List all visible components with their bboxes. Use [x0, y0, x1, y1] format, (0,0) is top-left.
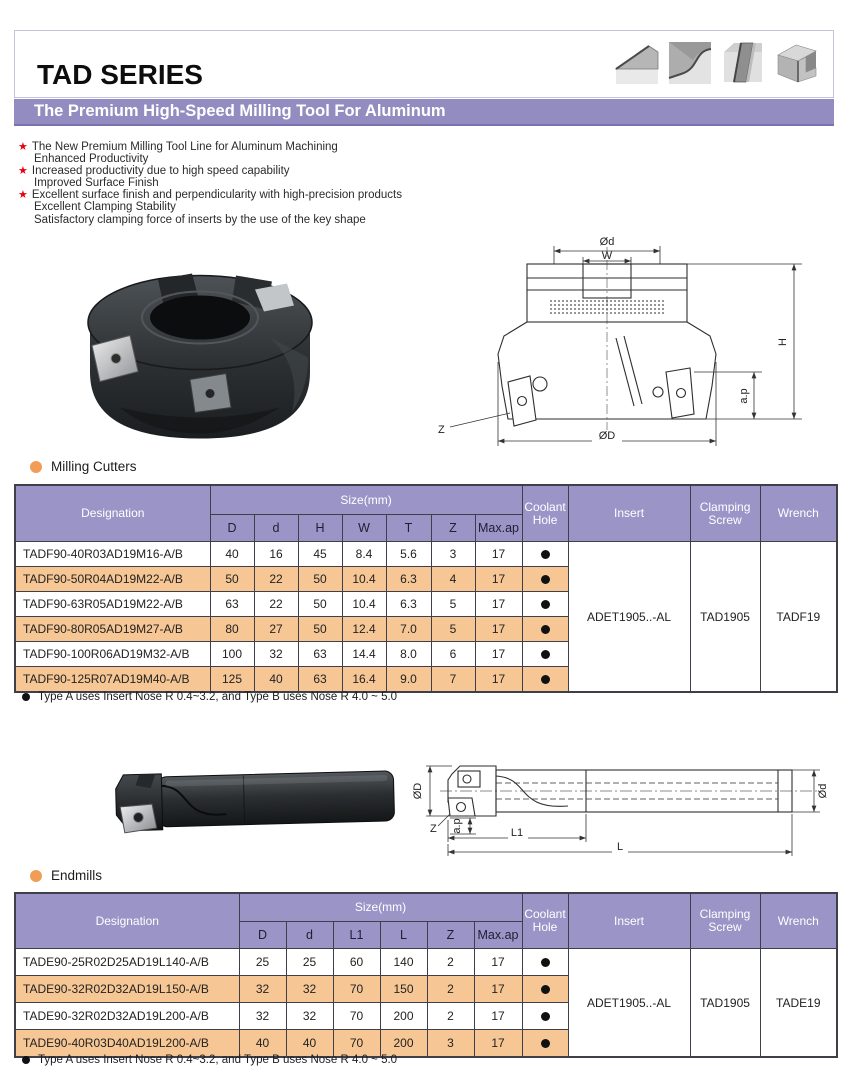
size-value-cell: 40: [254, 667, 298, 693]
coolant-hole-dot: [541, 1012, 550, 1021]
coolant-hole-dot: [541, 575, 550, 584]
size-value-cell: 17: [475, 567, 522, 592]
col-Z: Z: [427, 922, 474, 949]
size-value-cell: 125: [210, 667, 254, 693]
size-value-cell: 60: [333, 949, 380, 976]
coolant-hole-dot: [541, 985, 550, 994]
size-value-cell: 17: [475, 542, 522, 567]
wrench-cell: TADF19: [760, 542, 837, 693]
clamping-screw-cell: TAD1905: [690, 542, 760, 693]
feature-text: Excellent surface finish and perpendicularity with high-precision products: [31, 189, 402, 202]
size-value-cell: 2: [427, 949, 474, 976]
section-title: Endmills: [51, 868, 103, 883]
coolant-hole-dot: [541, 958, 550, 967]
col-designation: Designation: [15, 893, 239, 949]
designation-cell: TADE90-32R02D32AD19L150-A/B: [15, 976, 239, 1003]
size-value-cell: 4: [431, 567, 475, 592]
milling-cutter-diagram: [420, 234, 836, 452]
size-value-cell: 32: [286, 1003, 333, 1030]
feature-text: Excellent Clamping Stability: [34, 201, 176, 214]
feature-text: The New Premium Milling Tool Line for Aluminum Machining: [31, 141, 338, 153]
dim-label-z: Z: [430, 823, 437, 835]
size-value-cell: 5: [431, 617, 475, 642]
designation-cell: TADF90-63R05AD19M22-A/B: [15, 592, 210, 617]
milling-cutters-table: [14, 484, 838, 693]
milling-cutter-photo: [40, 236, 360, 454]
feature-line: [18, 189, 402, 201]
coolant-hole-cell: [522, 1030, 568, 1058]
coolant-hole-dot: [541, 550, 550, 559]
size-value-cell: 8.4: [342, 542, 386, 567]
coolant-hole-dot: [541, 650, 550, 659]
col-H: H: [298, 515, 342, 542]
size-value-cell: 5: [431, 592, 475, 617]
size-value-cell: 10.4: [342, 567, 386, 592]
col-L1: L1: [333, 922, 380, 949]
series-title: TAD SERIES: [37, 59, 203, 90]
endmill-diagram: [400, 740, 840, 860]
dim-label-od-small: Ød: [817, 783, 829, 799]
coolant-hole-cell: [522, 617, 568, 642]
col-coolant-hole: Coolant Hole: [522, 893, 568, 949]
col-W: W: [342, 515, 386, 542]
col-d: d: [254, 515, 298, 542]
chamfering-profile-icon: [614, 40, 660, 86]
size-value-cell: 100: [210, 642, 254, 667]
size-value-cell: 6.3: [386, 567, 431, 592]
note-bullet-icon: [22, 1056, 30, 1064]
size-value-cell: 16.4: [342, 667, 386, 693]
feature-text: Improved Surface Finish: [34, 177, 159, 190]
size-value-cell: 22: [254, 592, 298, 617]
size-value-cell: 3: [431, 542, 475, 567]
size-value-cell: 32: [254, 642, 298, 667]
coolant-hole-cell: [522, 976, 568, 1003]
col-max-ap: Max.ap: [475, 515, 522, 542]
feature-line: [18, 201, 402, 213]
col-clamping-screw: Clamping Screw: [690, 485, 760, 542]
col-designation: Designation: [15, 485, 210, 542]
size-value-cell: 70: [333, 1003, 380, 1030]
dim-label-ap: a.p: [738, 388, 750, 404]
size-value-cell: 3: [427, 1030, 474, 1058]
col-insert: Insert: [568, 485, 690, 542]
dim-label-l1: L1: [510, 827, 524, 839]
designation-cell: TADE90-40R03D40AD19L200-A/B: [15, 1030, 239, 1058]
size-value-cell: 12.4: [342, 617, 386, 642]
size-value-cell: 63: [298, 642, 342, 667]
note-text: Type A uses Insert Nose R 0.4~3.2, and Type B uses Nose R 4.0 ~ 5.0: [38, 691, 398, 703]
col-d: d: [286, 922, 333, 949]
section-milling-cutters: [30, 459, 137, 474]
size-value-cell: 6: [431, 642, 475, 667]
dim-label-ap: a.p: [451, 818, 463, 834]
star-bullet-icon: ★: [18, 141, 28, 153]
section-bullet-icon: [30, 870, 42, 882]
subtitle-banner: [14, 99, 834, 126]
subtitle-text: The Premium High-Speed Milling Tool For Aluminum: [34, 102, 446, 120]
machining-profile-icons: [614, 40, 819, 86]
designation-cell: TADF90-100R06AD19M32-A/B: [15, 642, 210, 667]
size-value-cell: 32: [286, 976, 333, 1003]
designation-cell: TADE90-25R02D25AD19L140-A/B: [15, 949, 239, 976]
wrench-cell: TADE19: [760, 949, 837, 1058]
dim-label-w: W: [601, 250, 613, 262]
designation-cell: TADF90-50R04AD19M22-A/B: [15, 567, 210, 592]
size-value-cell: 17: [475, 642, 522, 667]
designation-cell: TADE90-32R02D32AD19L200-A/B: [15, 1003, 239, 1030]
col-wrench: Wrench: [760, 893, 837, 949]
size-value-cell: 5.6: [386, 542, 431, 567]
size-value-cell: 9.0: [386, 667, 431, 693]
header: [14, 30, 834, 98]
feature-line: [18, 141, 402, 153]
size-value-cell: 17: [474, 949, 522, 976]
col-coolant-hole: Coolant Hole: [522, 485, 568, 542]
size-value-cell: 40: [210, 542, 254, 567]
size-value-cell: 7: [431, 667, 475, 693]
milling-cutters-tbody: [15, 542, 837, 693]
col-size-group: Size(mm): [210, 485, 522, 515]
dim-label-l: L: [616, 841, 624, 853]
star-bullet-icon: ★: [18, 189, 28, 202]
table-row: [15, 542, 837, 567]
size-value-cell: 70: [333, 1030, 380, 1058]
col-wrench: Wrench: [760, 485, 837, 542]
dim-label-od-big: ØD: [412, 782, 424, 800]
section-bullet-icon: [30, 461, 42, 473]
size-value-cell: 25: [286, 949, 333, 976]
size-value-cell: 50: [298, 617, 342, 642]
table-row: [15, 949, 837, 976]
endmills-tbody: [15, 949, 837, 1058]
col-T: T: [386, 515, 431, 542]
size-value-cell: 2: [427, 1003, 474, 1030]
section-endmills: [30, 868, 102, 883]
size-value-cell: 17: [474, 976, 522, 1003]
clamping-screw-cell: TAD1905: [690, 949, 760, 1058]
feature-list: [18, 141, 402, 226]
size-value-cell: 63: [210, 592, 254, 617]
col-size-group: Size(mm): [239, 893, 522, 922]
feature-line: [18, 214, 402, 226]
feature-text: Increased productivity due to high speed capability: [31, 165, 290, 178]
section-title: Milling Cutters: [51, 459, 137, 474]
coolant-hole-dot: [541, 625, 550, 634]
size-value-cell: 80: [210, 617, 254, 642]
col-Z: Z: [431, 515, 475, 542]
col-insert: Insert: [568, 893, 690, 949]
size-value-cell: 6.3: [386, 592, 431, 617]
col-clamping-screw: Clamping Screw: [690, 893, 760, 949]
size-value-cell: 10.4: [342, 592, 386, 617]
shoulder-profile-icon: [773, 40, 819, 86]
dim-label-h: H: [777, 338, 789, 346]
size-value-cell: 50: [298, 567, 342, 592]
dim-label-z: Z: [438, 424, 445, 436]
size-value-cell: 45: [298, 542, 342, 567]
coolant-hole-dot: [541, 600, 550, 609]
note-bullet-icon: [22, 693, 30, 701]
size-value-cell: 17: [475, 667, 522, 693]
size-value-cell: 40: [286, 1030, 333, 1058]
col-L: L: [380, 922, 427, 949]
feature-text: Enhanced Productivity: [34, 153, 149, 166]
size-value-cell: 14.4: [342, 642, 386, 667]
size-value-cell: 140: [380, 949, 427, 976]
designation-cell: TADF90-125R07AD19M40-A/B: [15, 667, 210, 693]
feature-line: [18, 177, 402, 189]
coolant-hole-cell: [522, 567, 568, 592]
endmill-note: [22, 1054, 397, 1066]
size-value-cell: 17: [475, 617, 522, 642]
coolant-hole-dot: [541, 1039, 550, 1048]
coolant-hole-cell: [522, 642, 568, 667]
col-D: D: [210, 515, 254, 542]
size-value-cell: 27: [254, 617, 298, 642]
note-text: Type A uses Insert Nose R 0.4~3.2, and Type B uses Nose R 4.0 ~ 5.0: [38, 1054, 398, 1066]
size-value-cell: 40: [239, 1030, 286, 1058]
insert-cell: ADET1905..-AL: [568, 949, 690, 1058]
endmill-photo: [62, 748, 402, 852]
coolant-hole-cell: [522, 592, 568, 617]
size-value-cell: 200: [380, 1003, 427, 1030]
size-value-cell: 22: [254, 567, 298, 592]
coolant-hole-cell: [522, 542, 568, 567]
size-value-cell: 8.0: [386, 642, 431, 667]
size-value-cell: 200: [380, 1030, 427, 1058]
size-value-cell: 17: [475, 592, 522, 617]
dim-label-od-big: ØD: [598, 430, 616, 442]
size-value-cell: 70: [333, 976, 380, 1003]
endmills-table: [14, 892, 838, 1058]
milling-note: [22, 691, 397, 703]
coolant-hole-cell: [522, 1003, 568, 1030]
col-max-ap: Max.ap: [474, 922, 522, 949]
designation-cell: TADF90-80R05AD19M27-A/B: [15, 617, 210, 642]
feature-line: [18, 165, 402, 177]
designation-cell: TADF90-40R03AD19M16-A/B: [15, 542, 210, 567]
size-value-cell: 25: [239, 949, 286, 976]
coolant-hole-dot: [541, 675, 550, 684]
size-value-cell: 16: [254, 542, 298, 567]
feature-text: Satisfactory clamping force of inserts by the use of the key shape: [34, 213, 366, 226]
dim-label-od-small: Ød: [599, 236, 615, 248]
size-value-cell: 17: [474, 1003, 522, 1030]
star-bullet-icon: ★: [18, 165, 28, 178]
profiling-profile-icon: [667, 40, 713, 86]
size-value-cell: 50: [298, 592, 342, 617]
size-value-cell: 17: [474, 1030, 522, 1058]
size-value-cell: 50: [210, 567, 254, 592]
size-value-cell: 32: [239, 1003, 286, 1030]
size-value-cell: 32: [239, 976, 286, 1003]
feature-line: [18, 153, 402, 165]
col-D: D: [239, 922, 286, 949]
coolant-hole-cell: [522, 949, 568, 976]
insert-cell: ADET1905..-AL: [568, 542, 690, 693]
size-value-cell: 150: [380, 976, 427, 1003]
size-value-cell: 7.0: [386, 617, 431, 642]
size-value-cell: 63: [298, 667, 342, 693]
slotting-profile-icon: [720, 40, 766, 86]
size-value-cell: 2: [427, 976, 474, 1003]
coolant-hole-cell: [522, 667, 568, 693]
